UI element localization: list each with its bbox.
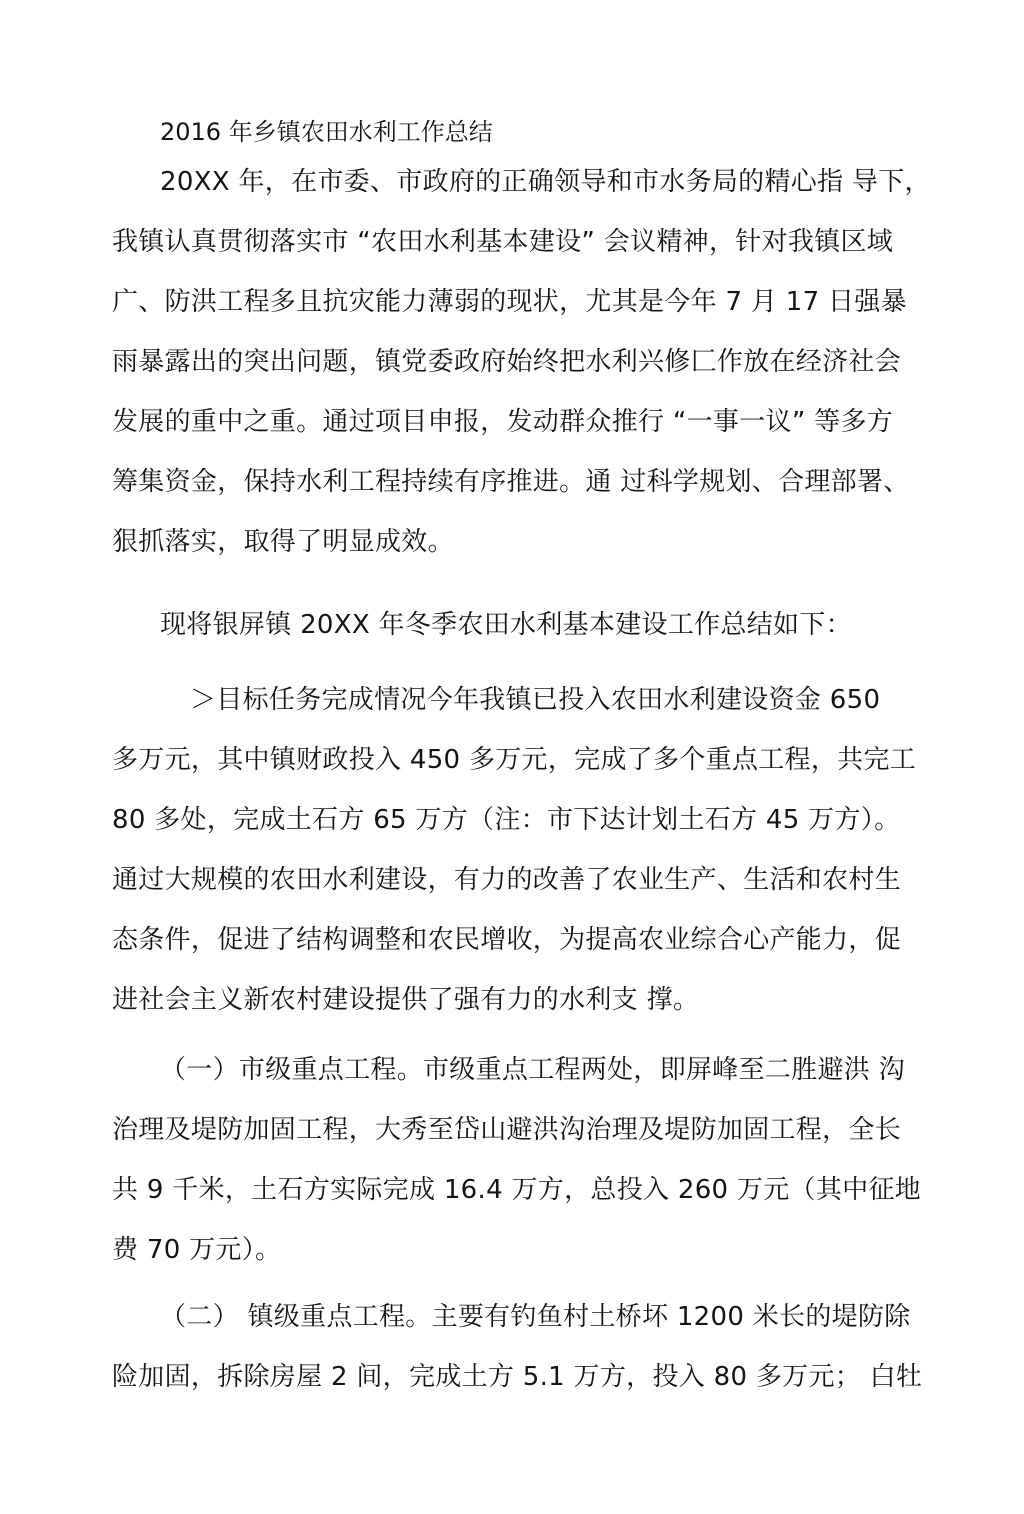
paragraph-1-line-7: 狠抓落实，取得了明显成效。: [112, 527, 454, 557]
paragraph-5-line-2: 险加固，拆除房屋 2 间，完成土方 5.1 万方，投入 80 多万元； 白牡: [112, 1362, 923, 1392]
paragraph-4-line-1: （一）市级重点工程。市级重点工程两处，即屏峰至二胜避洪 沟: [160, 1055, 905, 1085]
paragraph-3-line-6: 进社会主义新农村建设提供了强有力的水利支 撑。: [112, 985, 700, 1015]
paragraph-1-line-2: 我镇认真贯彻落实市 “农田水利基本建设” 会议精神，针对我镇区域: [112, 227, 894, 257]
paragraph-1-line-4: 雨暴露出的突出问题，镇党委政府始终把水利兴修匚作放在经济社会: [112, 347, 902, 377]
paragraph-3-line-3: 80 多处，完成土石方 65 万方（注：市下达计划土石方 45 万方）。: [112, 805, 901, 835]
paragraph-4-line-4: 费 70 万元）。: [112, 1235, 282, 1265]
document-title: 2016 年乡镇农田水利工作总结: [160, 118, 493, 146]
paragraph-4-line-3: 共 9 千米，土石方实际完成 16.4 万方，总投入 260 万元（其中征地: [112, 1175, 922, 1205]
paragraph-2-line-1: 现将银屏镇 20XX 年冬季农田水利基本建设工作总结如下：: [160, 610, 852, 640]
paragraph-1-line-5: 发展的重中之重。通过项目申报，发动群众推行 “一事一议” 等多方: [112, 407, 894, 437]
paragraph-1-line-1: 20XX 年，在市委、市政府的正确领导和市水务局的精心指 导下，: [160, 167, 931, 197]
paragraph-5-line-1: （二） 镇级重点工程。主要有钓鱼村土桥坏 1200 米长的堤防除: [160, 1302, 911, 1332]
paragraph-1-line-6: 筹集资金，保持水利工程持续有序推进。通 过科学规划、合理部署、: [112, 467, 910, 497]
paragraph-4-line-2: 治理及堤防加固工程，大秀至岱山避洪沟治理及堤防加固工程，全长: [112, 1115, 902, 1145]
paragraph-3-line-5: 态条件，促进了结构调整和农民增收，为提高农业综合心产能力，促: [112, 925, 902, 955]
paragraph-3-line-4: 通过大规模的农田水利建设，有力的改善了农业生产、生活和农村生: [112, 865, 902, 895]
paragraph-3-line-1: ＞目标任务完成情况今年我镇已投入农田水利建设资金 650: [190, 685, 881, 715]
paragraph-3-line-2: 多万元，其中镇财政投入 450 多万元，完成了多个重点工程，共完工: [112, 745, 917, 775]
paragraph-1-line-3: 广、防洪工程多且抗灾能力薄弱的现状，尤其是今年 7 月 17 日强暴: [112, 287, 907, 317]
